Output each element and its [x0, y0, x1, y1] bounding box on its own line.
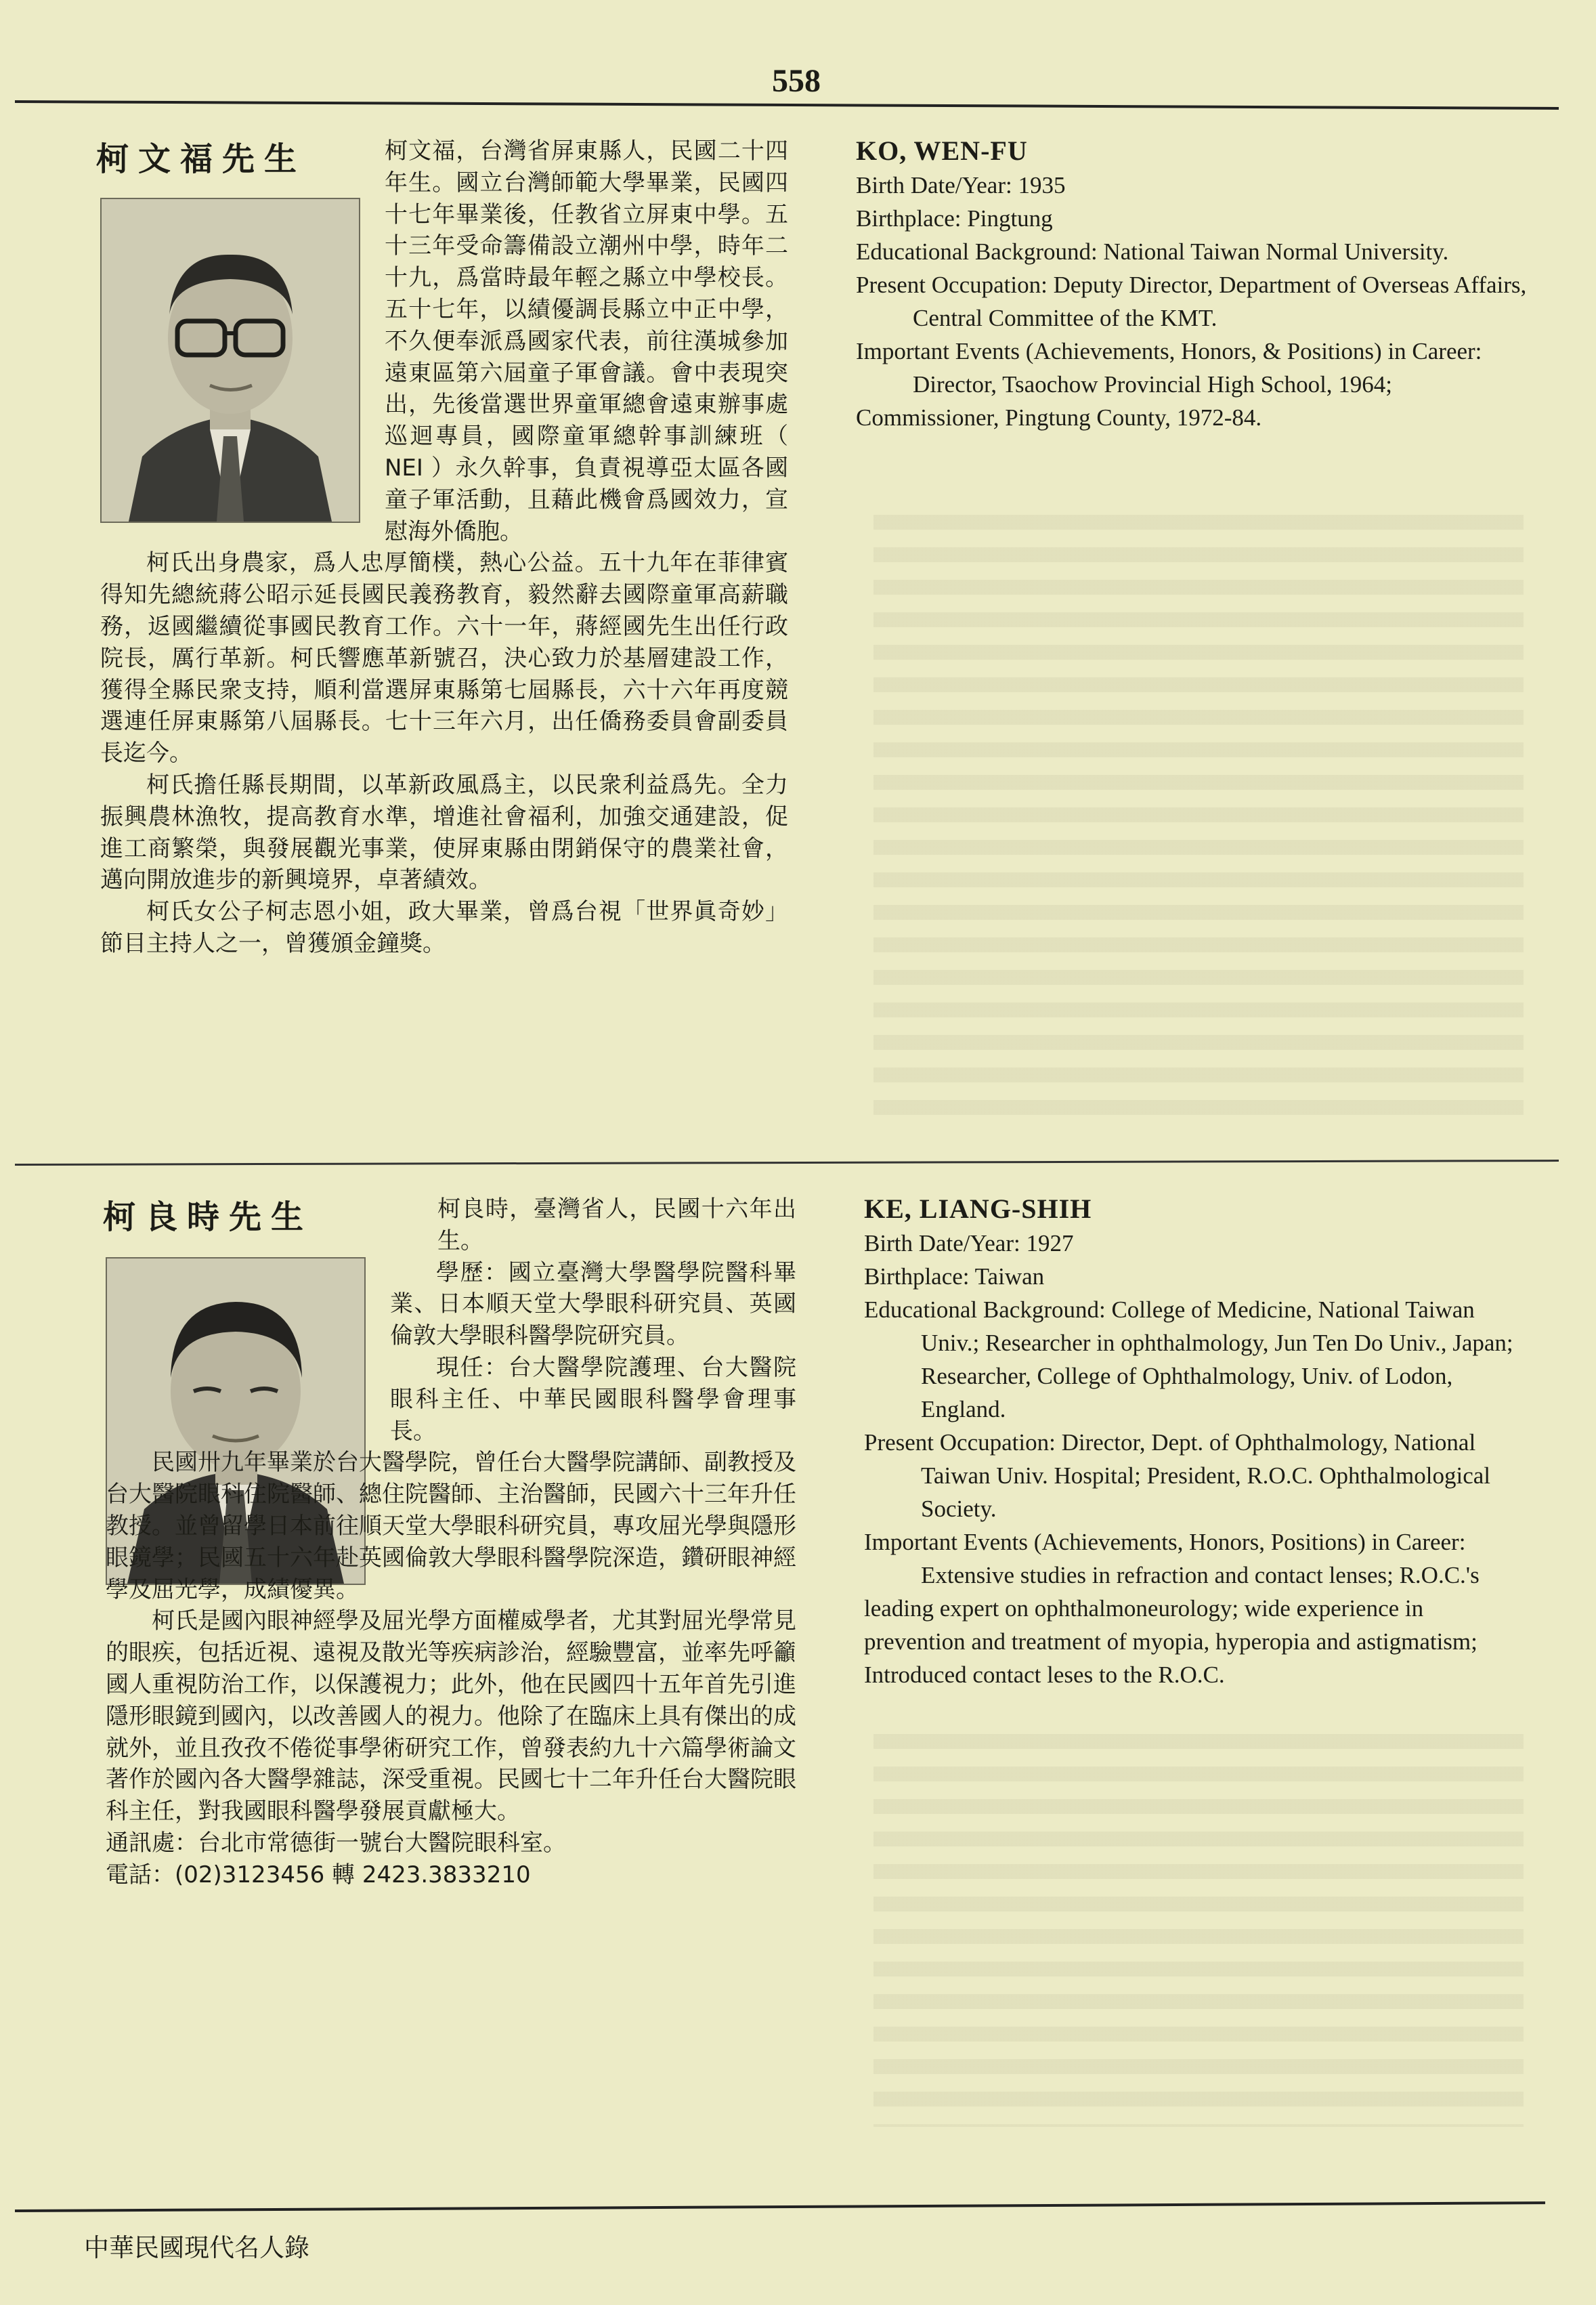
- birthplace: Birthplace: Taiwan: [864, 1263, 1045, 1290]
- chinese-current-position: 現任：台大醫學院護理、台大醫院眼科主任、中華民國眼科醫學會理事長。: [390, 1353, 796, 1445]
- important-events: Director, Tsaochow Provincial High School, 1964; Commissioner, Pingtung County, 1972-84.: [856, 371, 1393, 431]
- birth-date: Birth Date/Year: 1927: [864, 1230, 1074, 1256]
- entry-name-chinese: 柯文福先生: [96, 140, 307, 178]
- birth-date: Birth Date/Year: 1935: [856, 172, 1066, 198]
- chinese-education: 學歷：國立臺灣大學醫學院醫科畢業、日本順天堂大學眼科研究員、英國倫敦大學眼科醫學院研究員。: [390, 1259, 796, 1350]
- english-biography: [864, 1192, 1528, 1691]
- present-occupation: Present Occupation: Director, Dept. of Ophthalmology, National Taiwan Univ. Hospital; President, R.O.C. Ophthalmological Society.: [864, 1429, 1491, 1522]
- entry-name-english: KE, LIANG-SHIH: [864, 1193, 1092, 1224]
- important-events-label: Important Events (Achievements, Honors, Positions) in Career:: [864, 1529, 1466, 1555]
- book-title-footer: 中華民國現代名人錄: [84, 2233, 309, 2262]
- mailing-address: 通訊處：台北市常德街一號台大醫院眼科室。: [106, 1829, 566, 1857]
- page-number: 558: [772, 63, 821, 99]
- educational-background: Educational Background: National Taiwan Normal University.: [856, 238, 1449, 265]
- birthplace: Birthplace: Pingtung: [856, 205, 1053, 232]
- educational-background: Educational Background: College of Medicine, National Taiwan Univ.; Researcher in ophthalmology, Jun Ten Do Univ., Japan; Researcher, College of Ophthalmology, Univ. of Lodon, England.: [864, 1296, 1513, 1422]
- present-occupation: Present Occupation: Deputy Director, Department of Overseas Affairs, Central Committee of the KMT.: [856, 272, 1527, 331]
- chinese-biography: [106, 1193, 796, 1891]
- important-events-label: Important Events (Achievements, Honors, & Positions) in Career:: [856, 338, 1482, 364]
- chinese-paragraph: 民國卅九年畢業於台大醫學院，曾任台大醫學院講師、副教授及台大醫院眼科住院醫師、總住院醫師、主治醫師，民國六十三年升任教授。並曾留學日本前往順天堂大學眼科研究員，專攻屈光學與隱形眼鏡學；民國五十六年赴英國倫敦大學眼科醫學院深造，鑽研眼神經學及屈光學，成績優異。: [106, 1449, 796, 1603]
- entry-name-chinese: 柯良時先生: [103, 1198, 314, 1236]
- chinese-lead-paragraph: 柯文福，台灣省屏東縣人，民國二十四年生。國立台灣師範大學畢業，民國四十七年畢業後，任教省立屏東中學。五十三年受命籌備設立潮州中學，時年二十九，爲當時最年輕之縣立中學校長。五十七年，以績優調長縣立中正中學，不久便奉派爲國家代表，前往漢城參加遠東區第六屆童子軍會議。會中表現突出，先後當選世界童軍總會遠東辦事處巡迴專員，國際童軍總幹事訓練班（ NEI ）永久幹事，負責視導亞太區各國童子軍活動，且藉此機會爲國效力，宣慰海外僑胞。: [385, 138, 788, 545]
- chinese-paragraph: 柯氏擔任縣長期間，以革新政風爲主，以民衆利益爲先。全力振興農林漁牧，提高教育水準，增進社會福利，加強交通建設，促進工商繁榮，與發展觀光事業，使屏東縣由閉銷保守的農業社會，邁向開放進步的新興境界，卓著績效。: [100, 771, 788, 894]
- chinese-lead-paragraph: 柯良時，臺灣省人，民國十六年出生。: [437, 1196, 796, 1254]
- entry-name-english: KO, WEN-FU: [856, 135, 1028, 166]
- telephone: 電話：(02)3123456 轉 2423.3833210: [106, 1861, 531, 1888]
- chinese-paragraph: 柯氏是國內眼神經學及屈光學方面權威學者，尤其對屈光學常見的眼疾，包括近視、遠視及散光等疾病診治，經驗豐富，並率先呼籲國人重視防治工作，以保護視力；此外，他在民國四十五年首先引進隱形眼鏡到國內，以改善國人的視力。他除了在臨床上具有傑出的成就外，並且孜孜不倦從事學術研究工作，曾發表約九十六篇學術論文著作於國內各大醫學雜誌，深受重視。民國七十二年升任台大醫院眼科主任，對我國眼科醫學發展貢獻極大。: [106, 1607, 796, 1825]
- chinese-paragraph: 柯氏女公子柯志恩小姐，政大畢業，曾爲台視「世界眞奇妙」節目主持人之一，曾獲頒金鐘獎。: [100, 898, 788, 957]
- important-events: Extensive studies in refraction and contact lenses; R.O.C.'s leading expert on ophthalmoneurology; wide experience in prevention and treatment of myopia, hyperopia and astigmatism; Introduced contact leses to the R.O.C.: [864, 1562, 1480, 1688]
- chinese-paragraph: 柯氏出身農家，爲人忠厚簡樸，熱心公益。五十九年在菲律賓得知先總統蔣公昭示延長國民義務教育，毅然辭去國際童軍高薪職務，返國繼續從事國民教育工作。六十一年，蔣經國先生出任行政院長，厲行革新。柯氏響應革新號召，決心致力於基層建設工作，獲得全縣民衆支持，順利當選屏東縣第七屆縣長，六十六年再度競選連任屏東縣第八屆縣長。七十三年六月，出任僑務委員會副委員長迄今。: [100, 549, 788, 767]
